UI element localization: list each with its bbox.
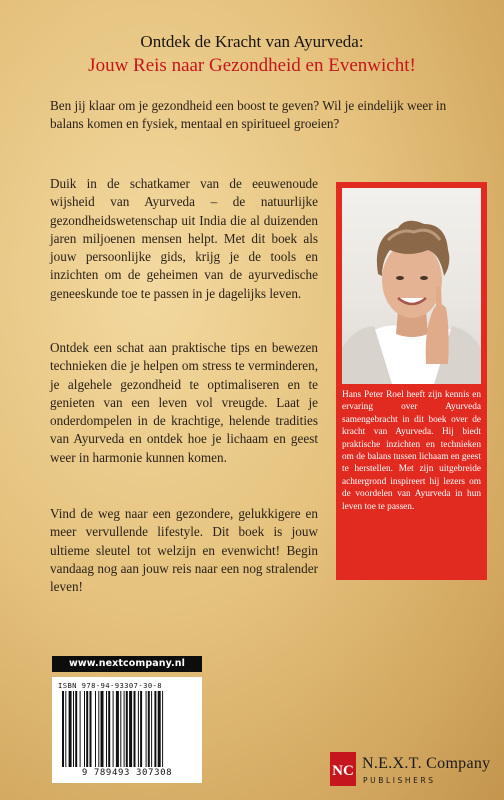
barcode-bar <box>86 691 88 767</box>
isbn-label: ISBN 978-94-93307-30-8 <box>58 681 162 690</box>
barcode-bar <box>80 691 81 767</box>
barcode-bar <box>162 691 163 767</box>
author-photo <box>342 188 481 384</box>
publisher-name: N.E.X.T. Company <box>362 755 491 772</box>
barcode-bar <box>84 691 85 767</box>
barcode-bar <box>154 691 156 767</box>
publisher-sub: PUBLISHERS <box>363 776 436 785</box>
barcode-digits: 9 789493 307308 <box>81 768 173 778</box>
intro-paragraph: Ben jij klaar om je gezondheid een boost te geven? Wil je eindelijk weer in balans komen en fysiek, mentaal en spiritueel groeien? <box>50 98 447 132</box>
barcode-bar <box>126 691 128 767</box>
barcode-bar <box>124 691 125 767</box>
author-portrait-illustration <box>342 188 481 384</box>
author-bio: Hans Peter Roel heeft zijn kennis en ervaring over Ayurveda samengebracht in dit boek over de kracht van Ayurveda. Hij biedt praktische inzichten en technieken om de balans tussen lichaam en geest te herstellen. Met zijn uitgebreide achtergrond inspireert hij lezers om de voordelen van Ayurveda in hun leven toe te passen. <box>342 390 481 512</box>
body-paragraph-3: Ontdek een schat aan praktische tips en bewezen technieken die je helpen om stress te verminderen, je algehele gezondheid te optimaliseren en te genieten van een leven vol vreugde. Laat je onderdompelen in de krachtige, helende tradities van Ayurveda en ontdek hoe je lichaam en geest weer in harmonie kunnen komen. <box>50 340 318 465</box>
publisher-url: www.nextcompany.nl <box>52 656 202 672</box>
barcode-bar <box>140 691 142 767</box>
barcode-bar <box>113 691 114 767</box>
barcode-bar <box>148 691 150 767</box>
barcode-bar <box>129 691 132 767</box>
barcode-bar <box>138 691 139 767</box>
barcode-bar <box>108 691 110 767</box>
barcode-bar <box>75 691 77 767</box>
barcode-bar <box>73 691 74 767</box>
barcode-bar <box>106 691 107 767</box>
barcode-bar <box>146 691 147 767</box>
barcode-bar <box>116 691 119 767</box>
barcode-bar <box>95 691 96 767</box>
barcode-bars <box>62 691 192 767</box>
body-paragraph-2: Duik in de schatkamer van de eeuwenoude wijsheid van Ayurveda – de natuurlijke gezondheidswetenschap uit India die al duizenden jaren miljoenen mensen helpt. Met dit boek als jouw persoonlijke gids, krijg je de tools en inzichten om de geheimen van de ayurvedische geneeskunde toe te passen in je dagelijks leven. <box>50 176 318 301</box>
barcode-bar <box>101 691 104 767</box>
isbn-barcode <box>52 677 202 783</box>
barcode-bar <box>151 691 152 767</box>
barcode-bar <box>90 691 92 767</box>
body-paragraph-4: Vind de weg naar een gezondere, gelukkigere en meer vervullende lifestyle. Dit boek is jouw ultieme sleutel tot welzijn en evenwicht! Begin vandaag nog aan jouw reis naar een nog stralender leven! <box>50 506 318 595</box>
nc-logo-icon <box>330 752 356 786</box>
cover-title: Ontdek de Kracht van Ayurveda: <box>140 32 364 51</box>
barcode-bar <box>158 691 161 767</box>
barcode-bar <box>62 691 64 767</box>
publisher-logo <box>330 752 504 792</box>
cover-subtitle: Jouw Reis naar Gezondheid en Evenwicht! <box>88 55 416 76</box>
barcode-bar <box>69 691 72 767</box>
barcode-bar <box>134 691 136 767</box>
barcode-bar <box>120 691 121 767</box>
logo-letters: NC <box>332 763 354 779</box>
barcode-bar <box>98 691 99 767</box>
barcode-bar <box>65 691 66 767</box>
